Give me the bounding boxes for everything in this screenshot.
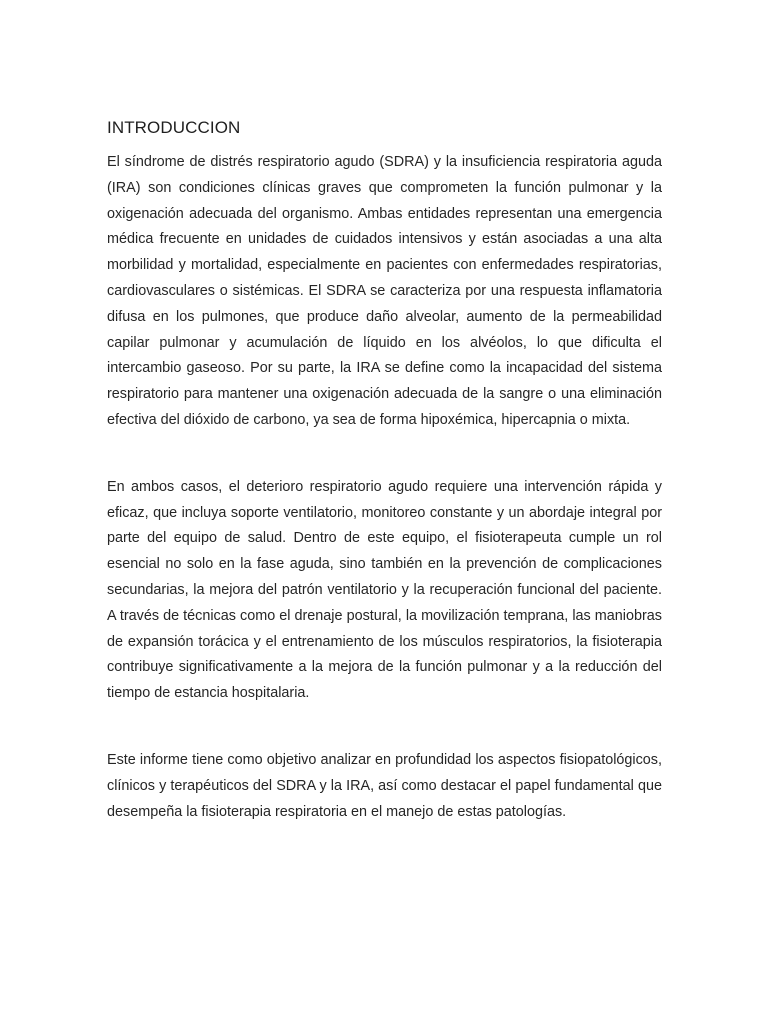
paragraph-3: Este informe tiene como objetivo analizar en profundidad los aspectos fisiopatológicos, clínicos y terapéuticos del SDRA y la IRA, así como destacar el papel fundamental que desempeña la fisioterapia respiratoria en el manejo de estas patologías. [107,751,662,820]
paragraph-1: El síndrome de distrés respiratorio agudo (SDRA) y la insuficiencia respiratoria aguda (IRA) son condiciones clínicas graves que comprometen la función pulmonar y la oxigenación adecuada del organismo. Ambas entidades representan una emergencia médica frecuente en unidades de cuidados intensivos y están asociadas a una alta morbilidad y mortalidad, especialmente en pacientes con enfermedades respiratorias, cardiovasculares o sistémicas. El SDRA se caracteriza por una respuesta inflamatoria difusa en los pulmones, que produce daño alveolar, aumento de la permeabilidad capilar pulmonar y acumulación de líquido en los alvéolos, lo que dificulta el intercambio gaseoso. Por su parte, la IRA se define como la incapacidad del sistema respiratorio para mantener una oxigenación adecuada de la sangre o una eliminación efectiva del dióxido de carbono, ya sea de forma hipoxémica, hipercapnia o mixta. [107,154,662,428]
document-body [107,116,662,825]
paragraph-2: En ambos casos, el deterioro respiratorio agudo requiere una intervención rápida y eficaz, que incluya soporte ventilatorio, monitoreo constante y un abordaje integral por parte del equipo de salud. Dentro de este equipo, el fisioterapeuta cumple un rol esencial no solo en la fase aguda, sino también en la prevención de complicaciones secundarias, la mejora del patrón ventilatorio y la recuperación funcional del paciente. A través de técnicas como el drenaje postural, la movilización temprana, las maniobras de expansión torácica y el entrenamiento de los músculos respiratorios, la fisioterapia contribuye significativamente a la mejora de la función pulmonar y a la reducción del tiempo de estancia hospitalaria. [107,478,662,702]
section-heading: INTRODUCCION [107,118,241,137]
